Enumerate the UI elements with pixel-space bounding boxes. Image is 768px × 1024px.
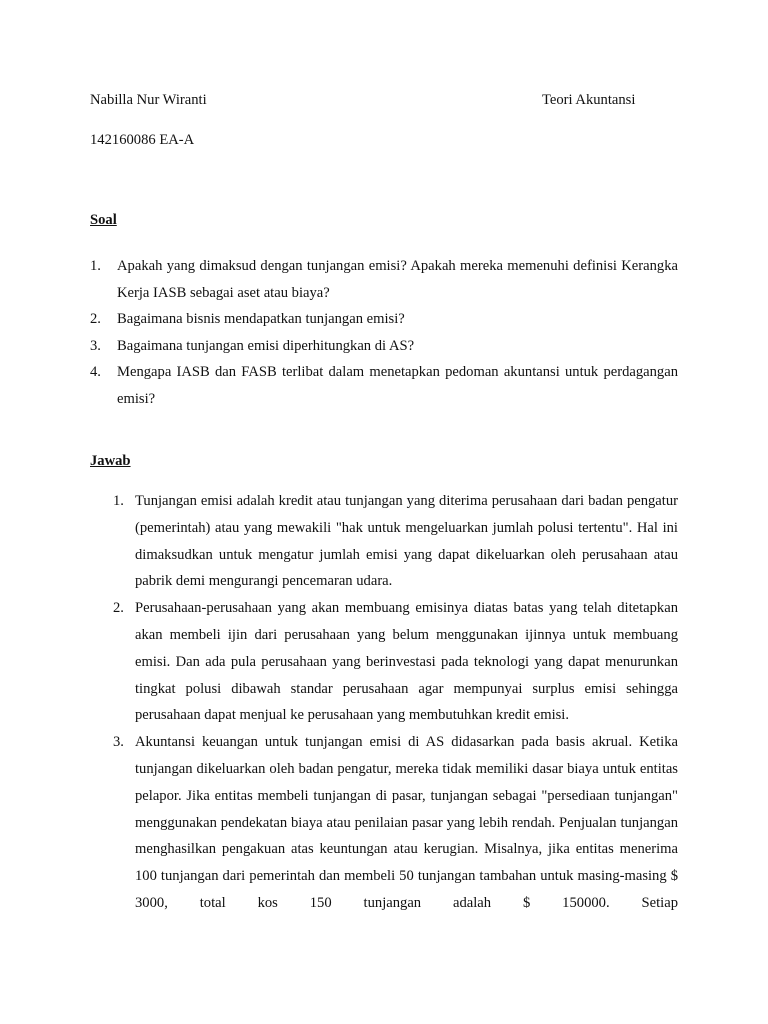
answer-text: Perusahaan-perusahaan yang akan membuang emisinya diatas batas yang telah ditetapkan akan membeli ijin dari perusahaan yang belum menggunakan ijinnya untuk membuang emisi. Dan ada pula perusahaan yang berinvestasi pada teknologi yang dapat menurunkan tingkat polusi dibawah standar perusahaan agar mempunyai surplus emisi sehingga perusahaan dapat menjual ke perusahaan yang membutuhkan kredit emisi. (135, 600, 678, 724)
question-item (90, 359, 678, 412)
answer-number: 3. (113, 734, 124, 751)
answer-list (113, 488, 678, 917)
question-number: 1. (90, 258, 101, 274)
question-text: Mengapa IASB dan FASB terlibat dalam menetapkan pedoman akuntansi untuk perdagangan emisi? (117, 364, 678, 407)
answer-text: Tunjangan emisi adalah kredit atau tunjangan yang diterima perusahaan dari badan pengatur (pemerintah) atau yang mewakili "hak untuk mengeluarkan jumlah polusi tertentu". Hal ini dimaksudkan untuk mengatur jumlah emisi yang dapat dikeluarkan oleh perusahaan atau pabrik demi mengurangi pencemaran udara. (135, 493, 678, 590)
question-list (90, 253, 678, 412)
soal-heading: Soal (90, 212, 117, 228)
question-number: 4. (90, 364, 101, 380)
answer-number: 1. (113, 493, 124, 509)
question-item (90, 333, 678, 360)
student-name: Nabilla Nur Wiranti (90, 92, 207, 108)
answer-item (113, 595, 678, 729)
answer-number: 2. (113, 600, 124, 617)
jawab-heading: Jawab (90, 453, 131, 469)
question-number: 3. (90, 337, 101, 354)
question-text: Bagaimana bisnis mendapatkan tunjangan emisi? (117, 311, 405, 327)
question-text: Bagaimana tunjangan emisi diperhitungkan di AS? (117, 337, 415, 354)
course-title: Teori Akuntansi (542, 92, 636, 108)
answer-item (113, 729, 678, 917)
student-id: 142160086 EA-A (90, 132, 195, 148)
answer-item (113, 488, 678, 595)
question-number: 2. (90, 311, 101, 327)
question-item (90, 306, 678, 333)
question-text: Apakah yang dimaksud dengan tunjangan emisi? Apakah mereka memenuhi definisi Kerangka Kerja IASB sebagai aset atau biaya? (117, 258, 678, 301)
question-item (90, 253, 678, 306)
answer-text: Akuntansi keuangan untuk tunjangan emisi di AS didasarkan pada basis akrual. Ketika tunjangan dikeluarkan oleh badan pengatur, mereka tidak memiliki dasar biaya untuk entitas pelapor. Jika entitas membeli tunjangan di pasar, tunjangan sebagai "persediaan tunjangan" menggunakan pendekatan biaya atau penilaian pasar yang lebih rendah. Penjualan tunjangan menghasilkan pengakuan atas keuntungan atau kerugian. Misalnya, jika entitas menerima 100 tunjangan dari pemerintah dan membeli 50 tunjangan tambahan untuk masing-masing $ 3000, total kos 150 tunjangan adalah $ 150000. Setiap (135, 734, 678, 911)
